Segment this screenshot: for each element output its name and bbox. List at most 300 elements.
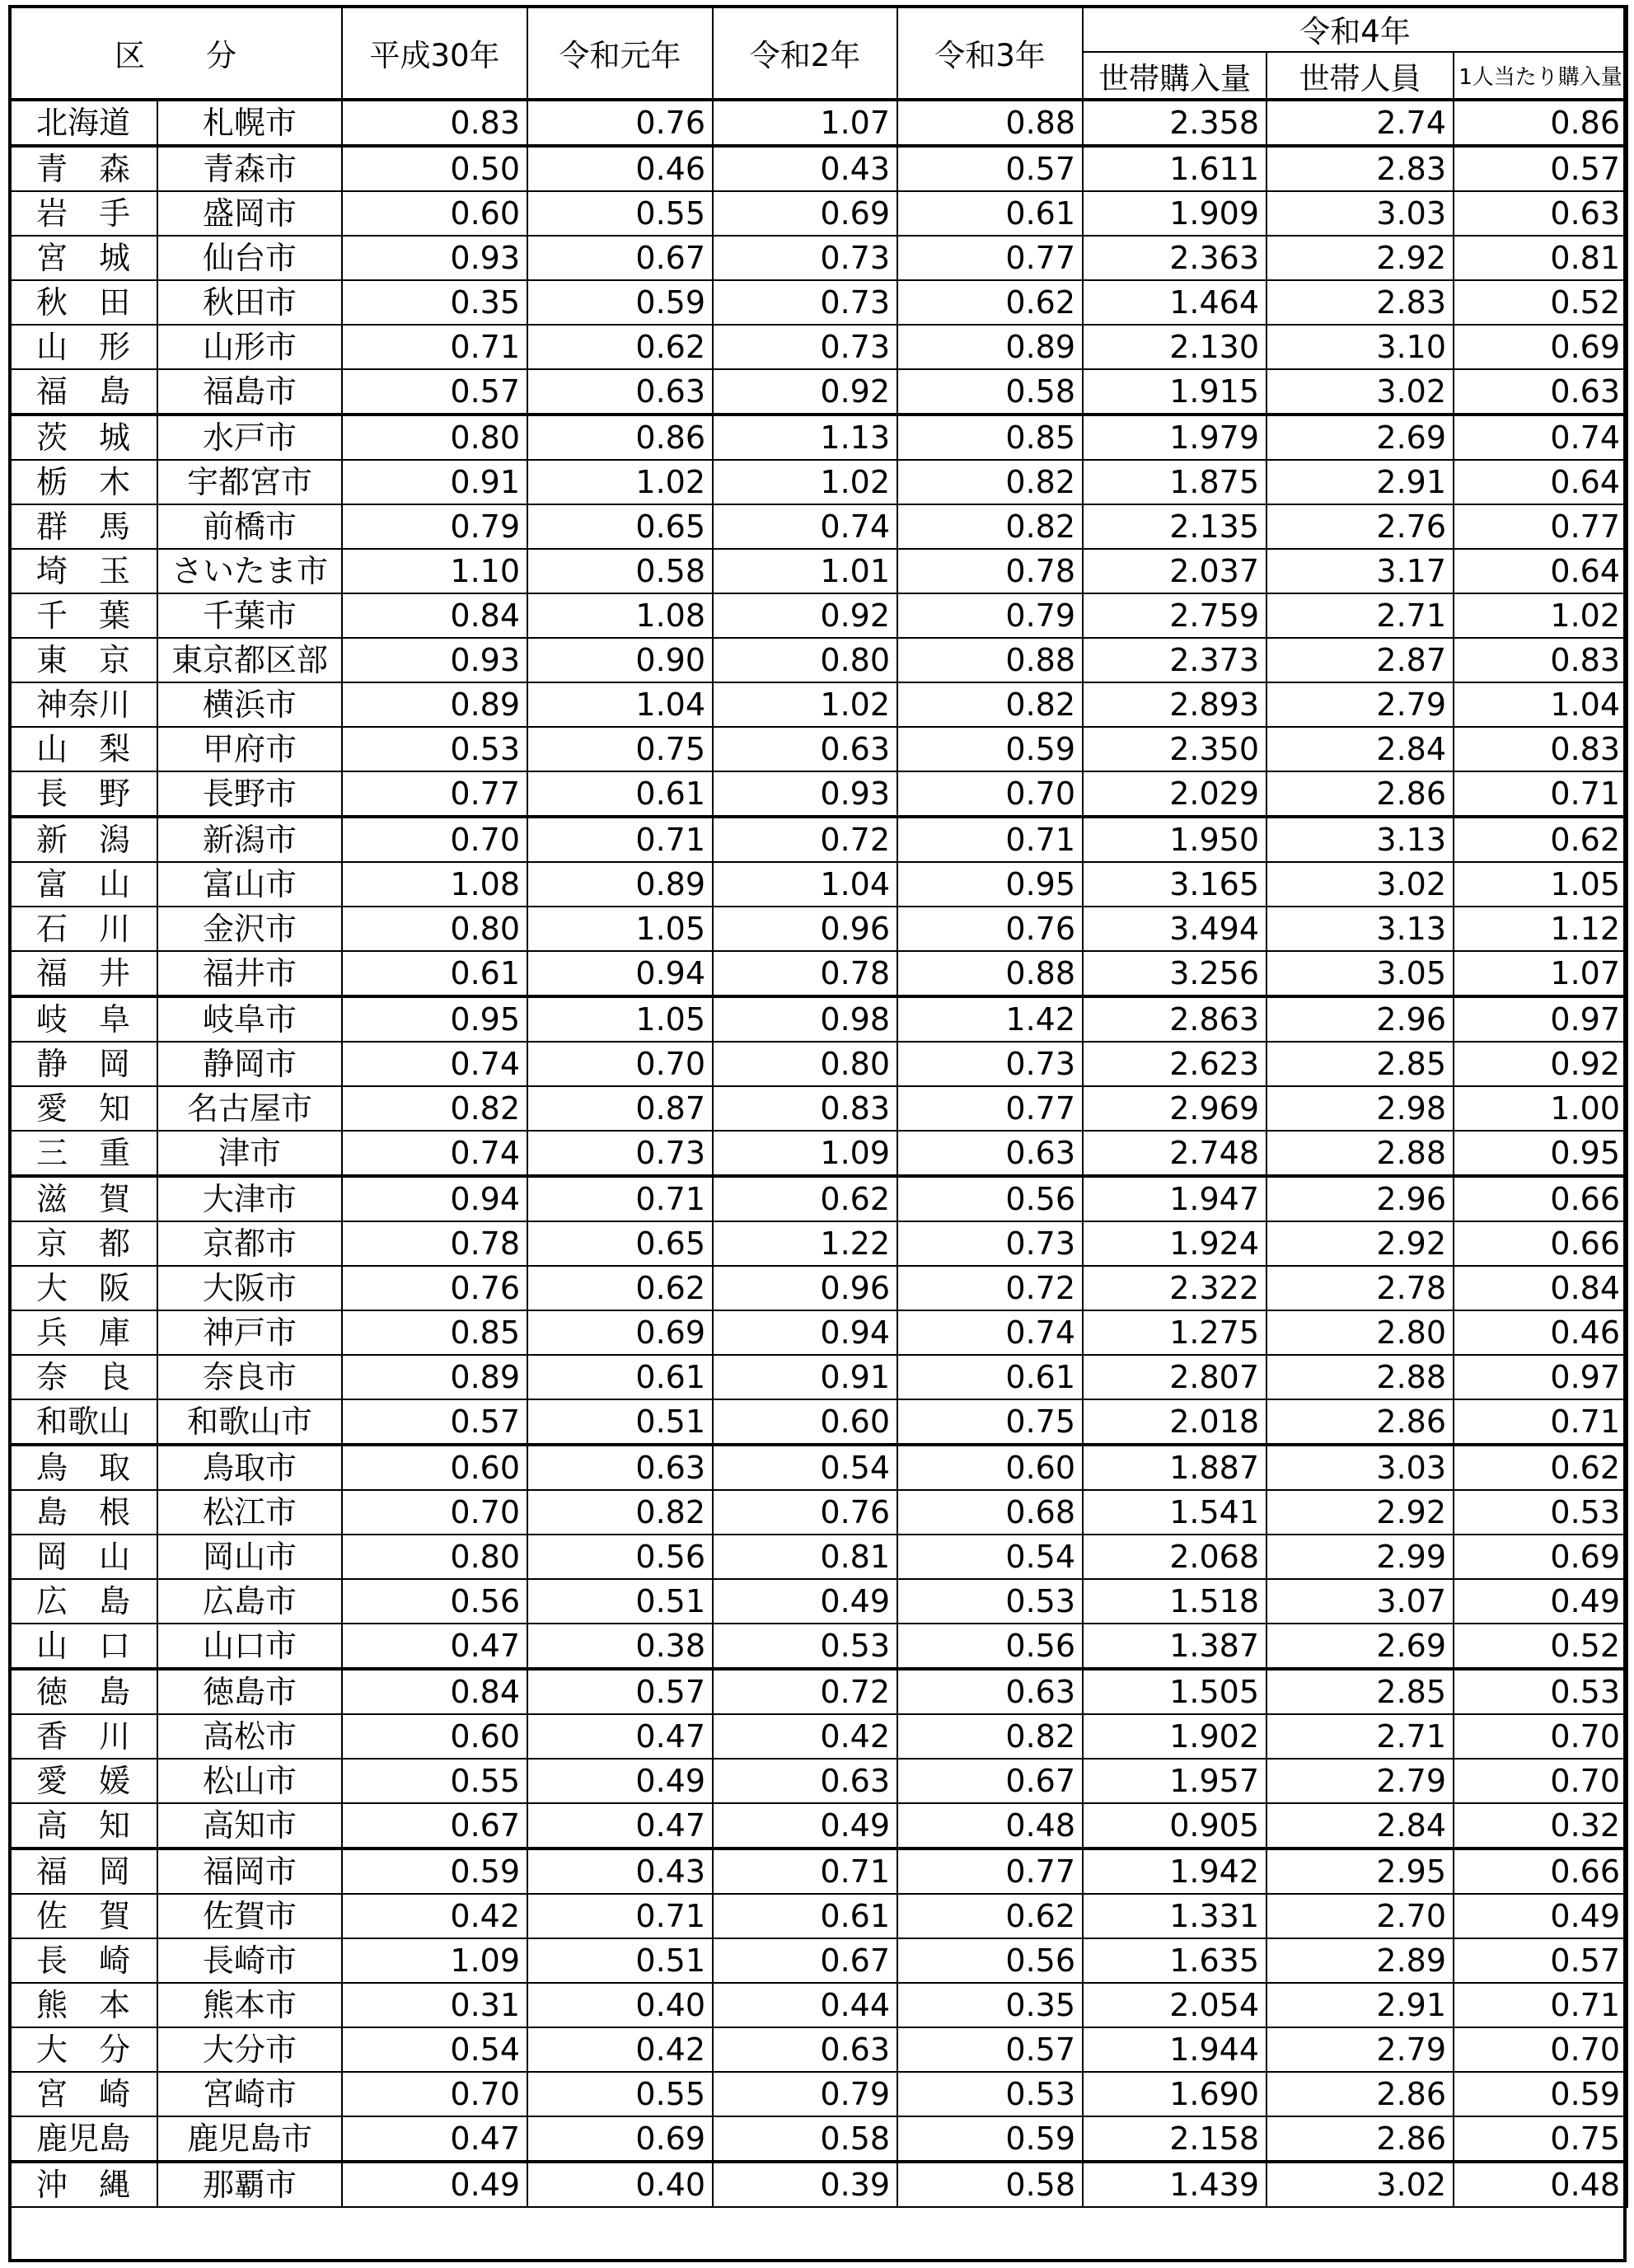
table-row: [9, 2162, 1627, 2207]
value-cell-r4-members: 2.86: [1266, 1399, 1454, 1445]
value-cell-r4-per-person: 0.71: [1454, 1399, 1627, 1445]
value-cell-r2: 0.72: [713, 1669, 897, 1714]
city-cell: 山口市: [157, 1624, 342, 1669]
year-header-r1: 令和元年: [527, 6, 713, 100]
prefecture-cell: 秋 田: [9, 280, 157, 325]
value-cell-h30: 0.93: [342, 236, 527, 280]
value-cell-r4-household: 3.494: [1083, 907, 1266, 951]
value-cell-r4-household: 1.541: [1083, 1490, 1266, 1535]
value-cell-h30: 0.78: [342, 1221, 527, 1266]
value-cell-r4-household: 2.350: [1083, 727, 1266, 771]
value-cell-r2: 0.81: [713, 1535, 897, 1579]
value-cell-r2: 0.80: [713, 1042, 897, 1086]
value-cell-r1: 0.62: [527, 325, 713, 369]
table-row: [9, 1983, 1627, 2027]
table-row: [9, 817, 1627, 862]
value-cell-h30: 0.89: [342, 1355, 527, 1399]
value-cell-r4-household: 1.950: [1083, 817, 1266, 862]
table-row: [9, 549, 1627, 593]
value-cell-r1: 1.02: [527, 460, 713, 504]
value-cell-r3: 0.88: [897, 638, 1083, 682]
value-cell-r4-per-person: 0.59: [1454, 2072, 1627, 2116]
table-row: [9, 1310, 1627, 1355]
value-cell-r4-household: 1.944: [1083, 2027, 1266, 2072]
value-cell-h30: 0.47: [342, 2116, 527, 2162]
prefecture-cell: 高 知: [9, 1803, 157, 1849]
value-cell-r4-household: 1.902: [1083, 1714, 1266, 1759]
value-cell-r2: 0.73: [713, 325, 897, 369]
value-cell-r3: 0.58: [897, 2162, 1083, 2207]
value-cell-h30: 0.74: [342, 1131, 527, 1176]
prefecture-cell: 京 都: [9, 1221, 157, 1266]
value-cell-r3: 0.82: [897, 1714, 1083, 1759]
city-cell: 秋田市: [157, 280, 342, 325]
value-cell-r3: 0.79: [897, 593, 1083, 638]
value-cell-r3: 0.82: [897, 682, 1083, 727]
value-cell-r4-per-person: 0.97: [1454, 996, 1627, 1042]
value-cell-h30: 0.76: [342, 1266, 527, 1310]
value-cell-r4-members: 2.88: [1266, 1355, 1454, 1399]
value-cell-h30: 0.71: [342, 325, 527, 369]
value-cell-r2: 0.49: [713, 1803, 897, 1849]
table-row: [9, 504, 1627, 549]
value-cell-r3: 0.56: [897, 1176, 1083, 1221]
prefecture-cell: 岩 手: [9, 191, 157, 236]
table-row: [9, 951, 1627, 996]
table-row: [9, 1803, 1627, 1849]
value-cell-r4-per-person: 0.57: [1454, 146, 1627, 191]
value-cell-r1: 0.51: [527, 1579, 713, 1624]
value-cell-h30: 0.61: [342, 951, 527, 996]
value-cell-r3: 0.57: [897, 2027, 1083, 2072]
value-cell-r4-per-person: 0.74: [1454, 415, 1627, 460]
value-cell-r3: 0.59: [897, 2116, 1083, 2162]
value-cell-r4-household: 2.068: [1083, 1535, 1266, 1579]
prefecture-cell: 佐 賀: [9, 1894, 157, 1938]
city-cell: 松江市: [157, 1490, 342, 1535]
value-cell-r4-per-person: 0.83: [1454, 638, 1627, 682]
value-cell-r2: 0.74: [713, 504, 897, 549]
city-cell: 宇都宮市: [157, 460, 342, 504]
purchase-table: [8, 5, 1628, 2208]
value-cell-r2: 0.73: [713, 236, 897, 280]
value-cell-h30: 0.53: [342, 727, 527, 771]
prefecture-cell: 宮 城: [9, 236, 157, 280]
value-cell-r4-members: 2.96: [1266, 1176, 1454, 1221]
value-cell-r1: 0.40: [527, 2162, 713, 2207]
value-cell-r4-household: 1.331: [1083, 1894, 1266, 1938]
prefecture-cell: 宮 崎: [9, 2072, 157, 2116]
value-cell-r4-members: 2.85: [1266, 1669, 1454, 1714]
value-cell-r4-household: 1.909: [1083, 191, 1266, 236]
value-cell-r2: 1.02: [713, 460, 897, 504]
city-cell: 神戸市: [157, 1310, 342, 1355]
city-cell: 大阪市: [157, 1266, 342, 1310]
value-cell-r3: 0.89: [897, 325, 1083, 369]
value-cell-h30: 0.67: [342, 1803, 527, 1849]
prefecture-cell: 群 馬: [9, 504, 157, 549]
value-cell-r4-household: 2.322: [1083, 1266, 1266, 1310]
prefecture-cell: 福 井: [9, 951, 157, 996]
city-cell: 広島市: [157, 1579, 342, 1624]
value-cell-r2: 0.80: [713, 638, 897, 682]
value-cell-r3: 0.68: [897, 1490, 1083, 1535]
prefecture-cell: 愛 媛: [9, 1759, 157, 1803]
value-cell-r4-members: 3.10: [1266, 325, 1454, 369]
value-cell-h30: 0.84: [342, 593, 527, 638]
value-cell-h30: 0.47: [342, 1624, 527, 1669]
value-cell-r4-per-person: 1.05: [1454, 862, 1627, 907]
table-row: [9, 1714, 1627, 1759]
table-row: [9, 2116, 1627, 2162]
year-header-r2: 令和2年: [713, 6, 897, 100]
value-cell-r3: 0.62: [897, 1894, 1083, 1938]
city-cell: 高松市: [157, 1714, 342, 1759]
value-cell-r2: 1.02: [713, 682, 897, 727]
value-cell-r1: 0.62: [527, 1266, 713, 1310]
value-cell-r1: 0.94: [527, 951, 713, 996]
value-cell-r4-members: 2.71: [1266, 593, 1454, 638]
value-cell-r2: 0.58: [713, 2116, 897, 2162]
table-row: [9, 862, 1627, 907]
value-cell-r1: 0.87: [527, 1086, 713, 1131]
value-cell-r4-members: 2.92: [1266, 1490, 1454, 1535]
city-cell: 前橋市: [157, 504, 342, 549]
value-cell-r2: 0.73: [713, 280, 897, 325]
table-row: [9, 771, 1627, 817]
value-cell-r3: 0.57: [897, 146, 1083, 191]
value-cell-h30: 0.80: [342, 907, 527, 951]
value-cell-h30: 0.80: [342, 415, 527, 460]
value-cell-r4-household: 1.947: [1083, 1176, 1266, 1221]
value-cell-r1: 0.65: [527, 1221, 713, 1266]
value-cell-r1: 0.61: [527, 1355, 713, 1399]
prefecture-cell: 岡 山: [9, 1535, 157, 1579]
value-cell-r4-per-person: 0.52: [1454, 1624, 1627, 1669]
value-cell-r3: 0.58: [897, 369, 1083, 415]
value-cell-r4-household: 1.611: [1083, 146, 1266, 191]
table-row: [9, 146, 1627, 191]
table-row: [9, 638, 1627, 682]
value-cell-r4-household: 1.979: [1083, 415, 1266, 460]
value-cell-r4-members: 2.96: [1266, 996, 1454, 1042]
value-cell-r4-members: 2.80: [1266, 1310, 1454, 1355]
value-cell-r4-household: 2.969: [1083, 1086, 1266, 1131]
value-cell-r2: 0.96: [713, 907, 897, 951]
value-cell-r4-household: 3.256: [1083, 951, 1266, 996]
value-cell-r4-members: 2.79: [1266, 1759, 1454, 1803]
value-cell-r1: 1.08: [527, 593, 713, 638]
table-row: [9, 727, 1627, 771]
value-cell-h30: 0.80: [342, 1535, 527, 1579]
table-row: [9, 191, 1627, 236]
value-cell-r1: 1.05: [527, 907, 713, 951]
value-cell-r2: 0.91: [713, 1355, 897, 1399]
value-cell-h30: 1.08: [342, 862, 527, 907]
table-row: [9, 1535, 1627, 1579]
value-cell-h30: 0.70: [342, 817, 527, 862]
prefecture-cell: 大 分: [9, 2027, 157, 2072]
city-cell: 静岡市: [157, 1042, 342, 1086]
table-row: [9, 460, 1627, 504]
value-cell-r4-per-person: 0.95: [1454, 1131, 1627, 1176]
value-cell-r1: 0.70: [527, 1042, 713, 1086]
value-cell-r4-members: 2.69: [1266, 1624, 1454, 1669]
value-cell-r4-per-person: 0.81: [1454, 236, 1627, 280]
value-cell-r4-per-person: 0.64: [1454, 460, 1627, 504]
value-cell-h30: 0.56: [342, 1579, 527, 1624]
per-person-purchase-header: 1人当たり購入量: [1454, 52, 1627, 100]
prefecture-cell: 山 口: [9, 1624, 157, 1669]
city-cell: 京都市: [157, 1221, 342, 1266]
value-cell-r1: 0.69: [527, 2116, 713, 2162]
value-cell-r4-household: 1.957: [1083, 1759, 1266, 1803]
value-cell-r4-per-person: 0.97: [1454, 1355, 1627, 1399]
value-cell-r1: 0.49: [527, 1759, 713, 1803]
value-cell-h30: 1.09: [342, 1938, 527, 1983]
value-cell-r4-household: 3.165: [1083, 862, 1266, 907]
city-cell: 福岡市: [157, 1849, 342, 1894]
table-row: [9, 1221, 1627, 1266]
prefecture-cell: 茨 城: [9, 415, 157, 460]
value-cell-r3: 0.48: [897, 1803, 1083, 1849]
year-header-h30: 平成30年: [342, 6, 527, 100]
value-cell-r4-per-person: 0.66: [1454, 1221, 1627, 1266]
table-row: [9, 1669, 1627, 1714]
prefecture-cell: 埼 玉: [9, 549, 157, 593]
value-cell-r2: 0.63: [713, 2027, 897, 2072]
value-cell-h30: 0.70: [342, 1490, 527, 1535]
table-row: [9, 1131, 1627, 1176]
household-members-header: 世帯人員: [1266, 52, 1454, 100]
value-cell-h30: 0.89: [342, 682, 527, 727]
value-cell-r2: 1.01: [713, 549, 897, 593]
value-cell-h30: 0.60: [342, 1714, 527, 1759]
category-header: 区 分: [9, 6, 342, 100]
value-cell-r1: 0.71: [527, 1176, 713, 1221]
value-cell-r4-members: 3.02: [1266, 862, 1454, 907]
city-cell: 大分市: [157, 2027, 342, 2072]
value-cell-r1: 0.63: [527, 369, 713, 415]
value-cell-r3: 0.73: [897, 1221, 1083, 1266]
value-cell-r4-members: 3.13: [1266, 817, 1454, 862]
value-cell-r2: 0.49: [713, 1579, 897, 1624]
value-cell-r2: 0.53: [713, 1624, 897, 1669]
value-cell-r4-household: 1.518: [1083, 1579, 1266, 1624]
prefecture-cell: 新 潟: [9, 817, 157, 862]
value-cell-r1: 0.73: [527, 1131, 713, 1176]
value-cell-r4-members: 3.02: [1266, 2162, 1454, 2207]
value-cell-r2: 0.94: [713, 1310, 897, 1355]
value-cell-r4-members: 2.69: [1266, 415, 1454, 460]
table-body: [9, 100, 1627, 2207]
table-row: [9, 2027, 1627, 2072]
value-cell-r3: 0.63: [897, 1669, 1083, 1714]
value-cell-r4-members: 2.91: [1266, 460, 1454, 504]
prefecture-cell: 山 形: [9, 325, 157, 369]
city-cell: 鳥取市: [157, 1445, 342, 1490]
value-cell-r4-household: 2.863: [1083, 996, 1266, 1042]
value-cell-r4-household: 2.748: [1083, 1131, 1266, 1176]
table-row: [9, 1445, 1627, 1490]
value-cell-r1: 0.59: [527, 280, 713, 325]
value-cell-r1: 0.55: [527, 2072, 713, 2116]
value-cell-r3: 1.42: [897, 996, 1083, 1042]
value-cell-r4-per-person: 0.84: [1454, 1266, 1627, 1310]
city-cell: 鹿児島市: [157, 2116, 342, 2162]
prefecture-cell: 熊 本: [9, 1983, 157, 2027]
value-cell-r4-household: 2.018: [1083, 1399, 1266, 1445]
table-row: [9, 907, 1627, 951]
value-cell-r1: 0.40: [527, 1983, 713, 2027]
value-cell-r3: 0.72: [897, 1266, 1083, 1310]
value-cell-r4-per-person: 0.70: [1454, 1759, 1627, 1803]
value-cell-r3: 0.53: [897, 2072, 1083, 2116]
value-cell-r4-members: 2.91: [1266, 1983, 1454, 2027]
value-cell-r2: 0.92: [713, 593, 897, 638]
value-cell-r4-household: 2.623: [1083, 1042, 1266, 1086]
value-cell-r1: 0.55: [527, 191, 713, 236]
value-cell-r1: 0.57: [527, 1669, 713, 1714]
value-cell-r2: 1.09: [713, 1131, 897, 1176]
value-cell-r4-members: 3.03: [1266, 1445, 1454, 1490]
prefecture-cell: 山 梨: [9, 727, 157, 771]
value-cell-r4-members: 3.05: [1266, 951, 1454, 996]
value-cell-r3: 0.74: [897, 1310, 1083, 1355]
table-row: [9, 996, 1627, 1042]
value-cell-r2: 0.62: [713, 1176, 897, 1221]
prefecture-cell: 石 川: [9, 907, 157, 951]
value-cell-r4-per-person: 0.77: [1454, 504, 1627, 549]
value-cell-h30: 0.42: [342, 1894, 527, 1938]
prefecture-cell: 三 重: [9, 1131, 157, 1176]
value-cell-r1: 0.86: [527, 415, 713, 460]
value-cell-r4-members: 2.99: [1266, 1535, 1454, 1579]
household-purchase-header: 世帯購入量: [1083, 52, 1266, 100]
value-cell-r4-per-person: 1.04: [1454, 682, 1627, 727]
city-cell: 奈良市: [157, 1355, 342, 1399]
value-cell-r2: 0.67: [713, 1938, 897, 1983]
table-row: [9, 1579, 1627, 1624]
value-cell-r4-members: 2.84: [1266, 1803, 1454, 1849]
city-cell: 仙台市: [157, 236, 342, 280]
prefecture-cell: 神奈川: [9, 682, 157, 727]
value-cell-r4-per-person: 0.63: [1454, 191, 1627, 236]
table-row: [9, 1176, 1627, 1221]
table-row: [9, 2072, 1627, 2116]
value-cell-h30: 1.10: [342, 549, 527, 593]
value-cell-r4-per-person: 0.53: [1454, 1669, 1627, 1714]
prefecture-cell: 千 葉: [9, 593, 157, 638]
prefecture-cell: 北海道: [9, 100, 157, 146]
value-cell-r4-household: 0.905: [1083, 1803, 1266, 1849]
value-cell-r4-members: 2.95: [1266, 1849, 1454, 1894]
value-cell-h30: 0.50: [342, 146, 527, 191]
city-cell: 佐賀市: [157, 1894, 342, 1938]
value-cell-h30: 0.74: [342, 1042, 527, 1086]
prefecture-cell: 静 岡: [9, 1042, 157, 1086]
value-cell-r4-household: 2.358: [1083, 100, 1266, 146]
table-row: [9, 1399, 1627, 1445]
value-cell-r4-household: 1.387: [1083, 1624, 1266, 1669]
city-cell: 福島市: [157, 369, 342, 415]
prefecture-cell: 大 阪: [9, 1266, 157, 1310]
value-cell-r2: 1.22: [713, 1221, 897, 1266]
value-cell-r4-per-person: 0.66: [1454, 1176, 1627, 1221]
value-cell-r3: 0.77: [897, 1849, 1083, 1894]
value-cell-r1: 0.51: [527, 1399, 713, 1445]
value-cell-h30: 0.70: [342, 2072, 527, 2116]
value-cell-r4-per-person: 0.69: [1454, 325, 1627, 369]
value-cell-r2: 0.60: [713, 1399, 897, 1445]
table-header: [9, 6, 1627, 100]
value-cell-r4-members: 2.86: [1266, 2116, 1454, 2162]
value-cell-r4-per-person: 0.66: [1454, 1849, 1627, 1894]
value-cell-h30: 0.94: [342, 1176, 527, 1221]
value-cell-r3: 0.56: [897, 1624, 1083, 1669]
value-cell-r3: 0.56: [897, 1938, 1083, 1983]
value-cell-h30: 0.59: [342, 1849, 527, 1894]
prefecture-cell: 富 山: [9, 862, 157, 907]
table-row: [9, 325, 1627, 369]
table-row: [9, 1086, 1627, 1131]
city-cell: さいたま市: [157, 549, 342, 593]
value-cell-r3: 0.85: [897, 415, 1083, 460]
value-cell-r4-per-person: 1.12: [1454, 907, 1627, 951]
city-cell: 札幌市: [157, 100, 342, 146]
value-cell-h30: 0.84: [342, 1669, 527, 1714]
value-cell-r3: 0.78: [897, 549, 1083, 593]
value-cell-r3: 0.77: [897, 1086, 1083, 1131]
value-cell-r4-household: 1.875: [1083, 460, 1266, 504]
value-cell-r4-per-person: 0.32: [1454, 1803, 1627, 1849]
value-cell-r4-per-person: 0.46: [1454, 1310, 1627, 1355]
prefecture-cell: 青 森: [9, 146, 157, 191]
city-cell: 盛岡市: [157, 191, 342, 236]
city-cell: 岐阜市: [157, 996, 342, 1042]
value-cell-r2: 0.43: [713, 146, 897, 191]
value-cell-r3: 0.77: [897, 236, 1083, 280]
value-cell-r4-members: 3.02: [1266, 369, 1454, 415]
value-cell-r2: 0.98: [713, 996, 897, 1042]
value-cell-r4-household: 2.158: [1083, 2116, 1266, 2162]
value-cell-r4-members: 2.86: [1266, 2072, 1454, 2116]
value-cell-r4-per-person: 0.86: [1454, 100, 1627, 146]
value-cell-h30: 0.49: [342, 2162, 527, 2207]
value-cell-h30: 0.77: [342, 771, 527, 817]
value-cell-r4-members: 2.83: [1266, 280, 1454, 325]
value-cell-r1: 0.47: [527, 1714, 713, 1759]
prefecture-cell: 長 野: [9, 771, 157, 817]
prefecture-cell: 福 岡: [9, 1849, 157, 1894]
value-cell-r3: 0.67: [897, 1759, 1083, 1803]
value-cell-r2: 0.79: [713, 2072, 897, 2116]
value-cell-h30: 0.85: [342, 1310, 527, 1355]
value-cell-r4-per-person: 0.63: [1454, 369, 1627, 415]
value-cell-r4-members: 2.79: [1266, 682, 1454, 727]
prefecture-cell: 東 京: [9, 638, 157, 682]
value-cell-r4-members: 2.88: [1266, 1131, 1454, 1176]
table-row: [9, 1355, 1627, 1399]
value-cell-r4-members: 2.79: [1266, 2027, 1454, 2072]
value-cell-r4-household: 1.505: [1083, 1669, 1266, 1714]
city-cell: 新潟市: [157, 817, 342, 862]
value-cell-r1: 0.58: [527, 549, 713, 593]
city-cell: 那覇市: [157, 2162, 342, 2207]
prefecture-cell: 広 島: [9, 1579, 157, 1624]
value-cell-r3: 0.73: [897, 1042, 1083, 1086]
value-cell-r4-per-person: 1.07: [1454, 951, 1627, 996]
